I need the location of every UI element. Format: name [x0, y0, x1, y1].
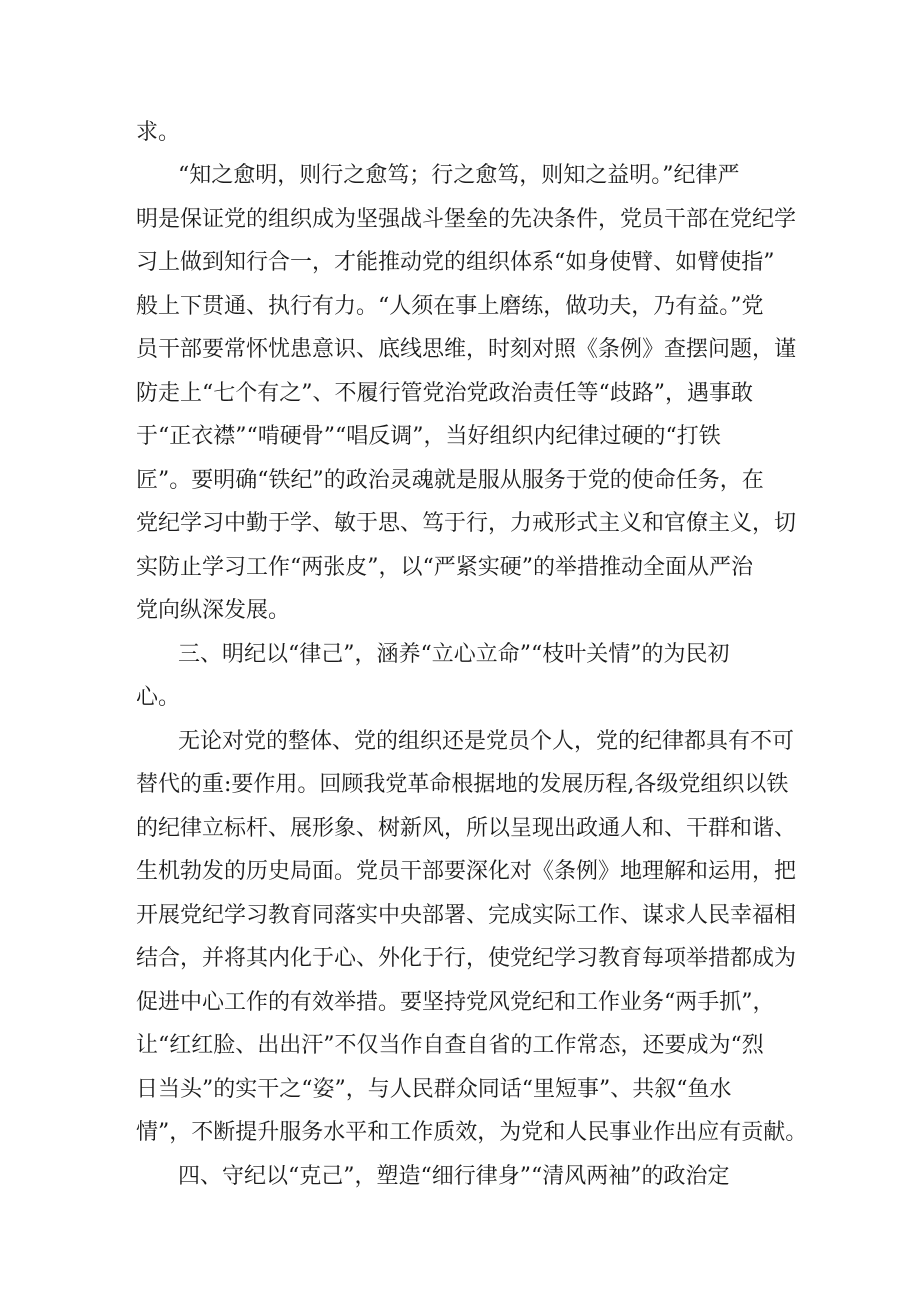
text-line: 结合，并将其内化于心、外化于行，使党纪学习教育每项举措都成为 — [136, 946, 797, 971]
text-line: 让“红红脸、出出汗”不仅当作自查自省的工作常态，还要成为“烈 — [136, 1033, 764, 1058]
text-line: 日当头”的实干之“姿”，与人民群众同话“里短事”、共叙“鱼水 — [136, 1077, 732, 1102]
text-line: 生机勃发的历史局面。党员干部要深化对《条例》地理解和运用，把 — [136, 859, 797, 884]
text-line: 防走上“七个有之”、不履行管党治党政治责任等“歧路”，遇事敢 — [136, 381, 753, 406]
text-line: 情”，不断提升服务水平和工作质效，为党和人民事业作出应有贡献。 — [136, 1120, 808, 1145]
text-line: 党向纵深发展。 — [136, 598, 291, 623]
text-line: 促进中心工作的有效举措。要坚持党风党纪和工作业务“两手抓”， — [136, 990, 775, 1015]
text-line: 员干部要常怀忧患意识、底线思维，时刻对照《条例》查摆问题，谨 — [136, 337, 797, 362]
section-heading: 心。 — [136, 685, 181, 710]
text-line: 习上做到知行合一，才能推动党的组织体系“如身使臂、如臂使指” — [136, 250, 775, 275]
text-line: 实防止学习工作“两张皮”，以“严紧实硬”的举措推动全面从严治 — [136, 555, 753, 580]
text-line: 的纪律立标杆、展形象、树新风，所以呈现出政通人和、干群和谐、 — [136, 816, 797, 841]
text-line: “知之愈明，则行之愈笃；行之愈笃，则知之益明。”纪律严 — [178, 163, 740, 188]
text-line: 明是保证党的组织成为坚强战斗堡垒的先决条件，党员干部在党纪学 — [136, 207, 797, 232]
section-heading: 三、明纪以“律己”，涵养“立心立命”“枝叶关情”的为民初 — [178, 642, 730, 667]
text-line: 于“正衣襟”“啃硬骨”“唱反调”，当好组织内纪律过硬的“打铁 — [136, 424, 721, 449]
text-line: 开展党纪学习教育同落实中央部署、完成实际工作、谋求人民幸福相 — [136, 903, 797, 928]
text-line: 求。 — [136, 120, 181, 145]
text-line: 匠”。要明确“铁纪”的政治灵魂就是服从服务于党的使命任务，在 — [136, 468, 764, 493]
text-line: 替代的重:要作用。回顾我党革命根据地的发展历程,各级党组织以铁 — [136, 772, 789, 797]
text-line: 般上下贯通、执行有力。“人须在事上磨练，做功夫，乃有益。”党 — [136, 294, 764, 319]
text-line: 党纪学习中勤于学、敏于思、笃于行，力戒形式主义和官僚主义，切 — [136, 511, 797, 536]
text-line: 无论对党的整体、党的组织还是党员个人，党的纪律都具有不可 — [178, 729, 795, 754]
section-heading: 四、守纪以“克己”，塑造“细行律身”“清风两袖”的政治定 — [178, 1164, 730, 1189]
